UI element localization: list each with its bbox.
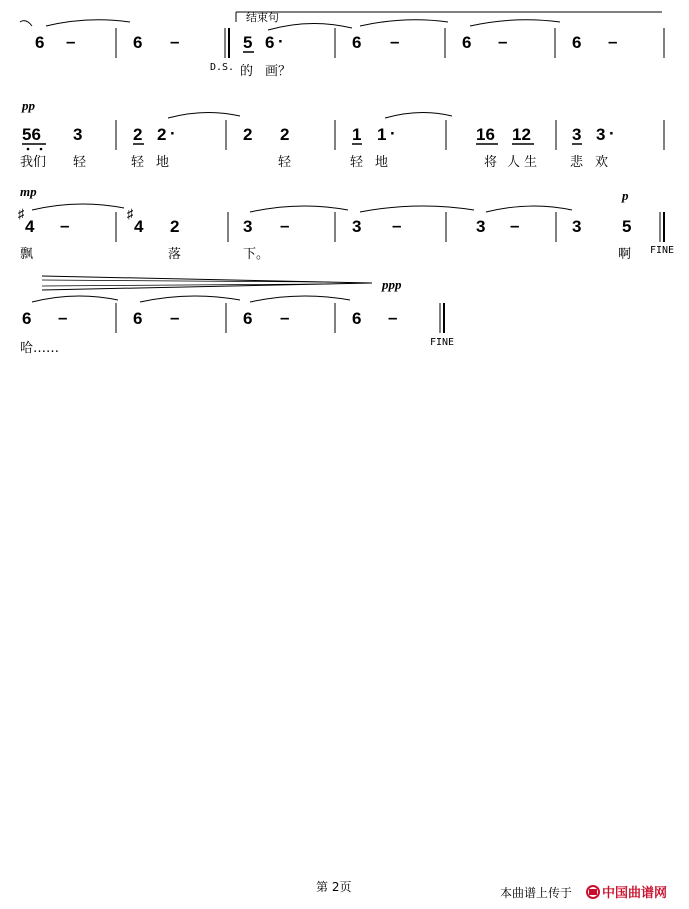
note: 12 <box>512 125 531 144</box>
note: 56 <box>22 125 41 144</box>
lyric: 飘 <box>20 247 34 262</box>
site-logo-icon <box>587 886 599 898</box>
dash: – <box>510 216 520 235</box>
dash: – <box>392 216 402 235</box>
dot: · <box>278 32 284 51</box>
note: 6 <box>243 309 253 328</box>
site-name[interactable]: 中国曲谱网 <box>602 886 668 901</box>
dash: – <box>66 32 76 51</box>
dash: – <box>170 32 180 51</box>
note: 6 <box>133 309 143 328</box>
score-line-2 <box>20 98 664 170</box>
note: 3 <box>596 125 606 144</box>
note: 6 <box>35 33 45 52</box>
note: 3 <box>476 217 486 236</box>
note: 2 <box>133 125 143 144</box>
lyric: 人 <box>507 155 521 170</box>
note: 3 <box>73 125 83 144</box>
note: 16 <box>476 125 495 144</box>
dash: – <box>498 32 508 51</box>
score-line-1 <box>20 10 664 79</box>
lyric: 轻 <box>131 155 145 170</box>
note: 6 <box>265 33 275 52</box>
dash: – <box>608 32 618 51</box>
dynamic-p: p <box>622 188 629 203</box>
lyric: 落 <box>168 247 182 262</box>
note: 4 <box>134 217 144 236</box>
note: 1 <box>352 125 362 144</box>
ds-mark: D.S. <box>210 62 235 73</box>
lyric: 欢 <box>595 155 609 170</box>
lyric: 生 <box>524 155 538 170</box>
dynamic-mp: mp <box>20 184 37 199</box>
note: 6 <box>22 309 32 328</box>
dot: · <box>390 124 396 143</box>
lyric: 轻 <box>350 155 364 170</box>
note: 6 <box>462 33 472 52</box>
sharp-sign: ♯ <box>18 206 25 221</box>
score-line-4 <box>20 276 454 356</box>
note: 3 <box>572 217 582 236</box>
note: 2 <box>170 217 180 236</box>
lyric: 地 <box>375 155 389 170</box>
lyric: 地 <box>156 155 170 170</box>
dynamic-pp: pp <box>22 98 35 113</box>
dash: – <box>280 216 290 235</box>
ending-label: 结束句 <box>246 11 279 24</box>
note: 6 <box>572 33 582 52</box>
lyric: 下。 <box>243 247 270 262</box>
note: 1 <box>377 125 387 144</box>
note: 3 <box>243 217 253 236</box>
upload-text: 本曲谱上传于 <box>500 886 573 900</box>
note: 6 <box>352 33 362 52</box>
sharp-sign: ♯ <box>127 206 134 221</box>
lyric: 画？ <box>265 64 292 79</box>
score-line-3 <box>18 184 674 262</box>
dash: – <box>280 308 290 327</box>
lyric: 哈…… <box>20 341 60 356</box>
note: 2 <box>243 125 253 144</box>
fine-mark: FINE <box>650 245 675 256</box>
lyric: 轻 <box>278 155 292 170</box>
dash: – <box>390 32 400 51</box>
note: 3 <box>572 125 582 144</box>
note: 4 <box>25 217 35 236</box>
note: 2 <box>157 125 167 144</box>
lyric: 的 <box>240 64 254 79</box>
lyric: 将 <box>484 155 498 170</box>
dot: · <box>609 124 615 143</box>
dot: · <box>170 124 176 143</box>
note: 6 <box>133 33 143 52</box>
dash: – <box>170 308 180 327</box>
page-footer <box>316 880 667 901</box>
lyric: 悲 <box>570 155 584 170</box>
note: 6 <box>352 309 362 328</box>
dynamic-ppp: ppp <box>382 277 402 292</box>
note: 5 <box>622 217 632 236</box>
fine-mark: FINE <box>430 337 455 348</box>
note: 5 <box>243 33 253 52</box>
dash: – <box>60 216 70 235</box>
lyric: 啊 <box>618 247 632 262</box>
dash: – <box>58 308 68 327</box>
page-number: 第 2页 <box>316 880 352 894</box>
dash: – <box>388 308 398 327</box>
note: 3 <box>352 217 362 236</box>
lyric: 我们 <box>20 155 47 170</box>
lyric: 轻 <box>73 155 87 170</box>
note: 2 <box>280 125 290 144</box>
